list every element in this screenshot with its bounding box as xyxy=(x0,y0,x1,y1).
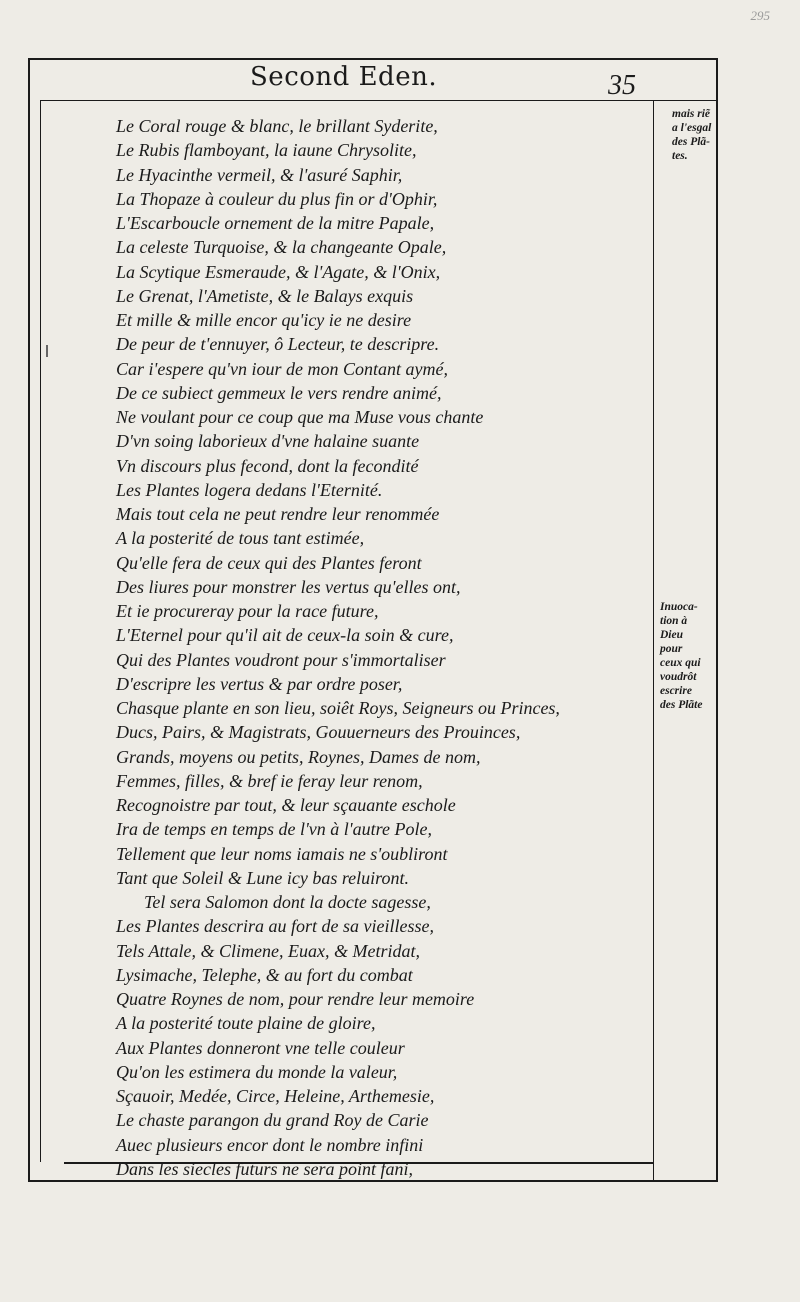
margin-note-invocation xyxy=(660,600,720,712)
verse-line: Tant que Soleil & Lune icy bas reluiront. xyxy=(116,867,409,888)
verse-line: Lysimache, Telephe, & au fort du combat xyxy=(116,964,413,985)
verse-line: Femmes, filles, & bref ie feray leur renom, xyxy=(116,770,423,791)
running-title: Second Eden. xyxy=(250,62,438,92)
verse-line: Le Coral rouge & blanc, le brillant Syderite, xyxy=(116,116,438,136)
verse-line: A la posterité de tous tant estimée, xyxy=(116,528,365,549)
verse-line: Et mille & mille encor qu'icy ie ne desire xyxy=(116,310,412,330)
verse-line: La celeste Turquoise, & la changeante Opale, xyxy=(116,237,447,258)
margin-tick-mark xyxy=(46,345,48,357)
verse-line: D'vn soing laborieux d'vne halaine suante xyxy=(116,431,420,452)
margin-note-line: escrire xyxy=(660,685,692,697)
verse-line: De peur de t'ennuyer, ô Lecteur, te descripre. xyxy=(116,334,440,355)
verse-line: La Thopaze à couleur du plus fin or d'Ophir, xyxy=(116,188,438,209)
verse-line: A la posterité toute plaine de gloire, xyxy=(116,1013,376,1034)
verse-line: Le Hyacinthe vermeil, & l'asuré Saphir, xyxy=(116,164,403,185)
verse-line: Les Plantes logera dedans l'Eternité. xyxy=(116,479,383,500)
verse-block xyxy=(116,114,646,1181)
verse-line: Et ie procureray pour la race future, xyxy=(116,601,379,621)
verse-line: Qu'on les estimera du monde la valeur, xyxy=(116,1061,398,1082)
verse-line: Qui des Plantes voudront pour s'immortaliser xyxy=(116,649,446,670)
verse-line: Qu'elle fera de ceux qui des Plantes feront xyxy=(116,552,422,573)
verse-line: Ducs, Pairs, & Magistrats, Gouuerneurs des Prouinces, xyxy=(116,722,521,743)
margin-note-line: tion à xyxy=(660,615,688,627)
verse-line: Les Plantes descrira au fort de sa vieillesse, xyxy=(116,916,434,937)
margin-note-line: voudrôt xyxy=(660,671,697,683)
verse-line: Grands, moyens ou petits, Roynes, Dames de nom, xyxy=(116,746,481,767)
corner-folio-number: 295 xyxy=(750,8,770,23)
verse-line: Tels Attale, & Climene, Euax, & Metridat, xyxy=(116,940,420,961)
margin-note-line: des Plãte xyxy=(660,699,703,711)
margin-note-line: pour xyxy=(660,643,683,655)
verse-line: Dans les siecles futurs ne sera point fani, xyxy=(116,1158,413,1179)
verse-line: Recognoistre par tout, & leur sçauante eschole xyxy=(116,795,456,815)
verse-line: Sçauoir, Medée, Circe, Heleine, Arthemesie, xyxy=(116,1086,435,1106)
margin-note-line: ceux qui xyxy=(660,657,701,669)
verse-line: La Scytique Esmeraude, & l'Agate, & l'Onix, xyxy=(116,261,441,282)
margin-column-rule xyxy=(653,100,654,1182)
verse-line: Ira de temps en temps de l'vn à l'autre Pole, xyxy=(116,819,432,840)
verse-line: Tellement que leur noms iamais ne s'oubliront xyxy=(116,843,448,864)
verse-line: Quatre Roynes de nom, pour rendre leur memoire xyxy=(116,989,475,1009)
verse-line: L'Eternel pour qu'il ait de ceux-la soin & cure, xyxy=(116,625,454,646)
verse-line: Des liures pour monstrer les vertus qu'elles ont, xyxy=(116,576,461,597)
margin-note-line: Inuoca- xyxy=(660,601,698,613)
verse-line: Car i'espere qu'vn iour de mon Contant aymé, xyxy=(116,358,448,379)
margin-note-line: mais riẽ xyxy=(672,108,711,120)
verse-line: Aux Plantes donneront vne telle couleur xyxy=(116,1037,405,1058)
verse-line: Le Rubis flamboyant, la iaune Chrysolite, xyxy=(116,140,417,161)
verse-line: Vn discours plus fecond, dont la fecondité xyxy=(116,455,419,476)
verse-line: Le chaste parangon du grand Roy de Carie xyxy=(116,1110,429,1131)
verse-line: Tel sera Salomon dont la docte sagesse, xyxy=(144,892,431,912)
verse-line: D'escripre les vertus & par ordre poser, xyxy=(116,673,403,694)
margin-note-line: des Plã- xyxy=(672,136,711,148)
verse-line: Auec plusieurs encor dont le nombre infini xyxy=(116,1134,424,1155)
verse-line: Chasque plante en son lieu, soiêt Roys, Seigneurs ou Princes, xyxy=(116,698,560,718)
verse-line: L'Escarboucle ornement de la mitre Papale, xyxy=(116,213,435,233)
verse-line: De ce subiect gemmeux le vers rendre animé, xyxy=(116,382,442,403)
verse-line: Ne voulant pour ce coup que ma Muse vous chante xyxy=(116,407,484,427)
margin-note-line: a l'esgal xyxy=(672,122,712,134)
page-number: 35 xyxy=(608,70,636,101)
margin-note-gems xyxy=(672,107,722,163)
verse-line: Mais tout cela ne peut rendre leur renommée xyxy=(116,504,440,524)
margin-note-line: tes. xyxy=(672,150,688,162)
margin-note-line: Dieu xyxy=(660,629,683,641)
verse-line: Le Grenat, l'Ametiste, & le Balays exquis xyxy=(116,285,414,306)
